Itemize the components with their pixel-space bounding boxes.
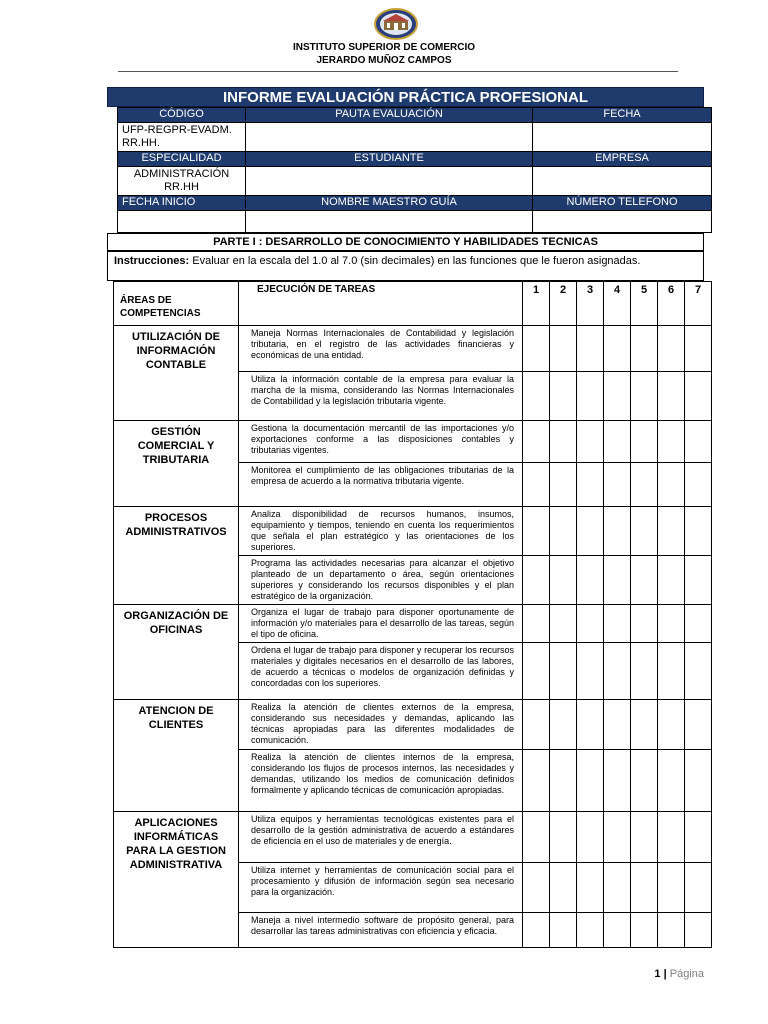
score-cell[interactable]: [685, 556, 712, 605]
empresa-field[interactable]: [533, 167, 712, 196]
score-cell[interactable]: [577, 507, 604, 556]
score-cell[interactable]: [550, 700, 577, 750]
scale-3-header: 3: [577, 282, 604, 326]
maestro-guia-field[interactable]: [246, 211, 533, 233]
evaluation-table: [113, 281, 712, 948]
score-cell[interactable]: [631, 463, 658, 507]
fecha-field[interactable]: [533, 123, 712, 152]
score-cell[interactable]: [658, 812, 685, 863]
task-item: Monitorea el cumplimiento de las obligaciones tributarias de la empresa de acuerdo a la normativa tributaria vigente.: [239, 463, 523, 507]
score-cell[interactable]: [577, 913, 604, 948]
score-cell[interactable]: [577, 812, 604, 863]
instructions-text: Evaluar en la escala del 1.0 al 7.0 (sin decimales) en las funciones que le fueron asignadas.: [189, 255, 641, 267]
score-cell[interactable]: [631, 700, 658, 750]
header-divider: [118, 71, 678, 72]
scale-1-header: 1: [523, 282, 550, 326]
score-cell[interactable]: [523, 372, 550, 421]
score-cell[interactable]: [577, 556, 604, 605]
score-cell[interactable]: [550, 913, 577, 948]
score-cell[interactable]: [658, 913, 685, 948]
score-cell[interactable]: [604, 812, 631, 863]
score-cell[interactable]: [658, 326, 685, 372]
scale-2-header: 2: [550, 282, 577, 326]
score-cell[interactable]: [658, 556, 685, 605]
score-cell[interactable]: [550, 421, 577, 463]
fecha-inicio-field[interactable]: [118, 211, 246, 233]
score-cell[interactable]: [631, 605, 658, 643]
area-utilizacion-contable: UTILIZACIÓN DE INFORMACIÓN CONTABLE: [114, 326, 239, 421]
score-cell[interactable]: [523, 863, 550, 913]
task-item: Realiza la atención de clientes externos de la empresa, considerando sus necesidades y demandas, aplicando las técnicas apropiadas para las diferentes modalidades de comunicación.: [239, 700, 523, 750]
task-item: Analiza disponibilidad de recursos humanos, insumos, equipamiento y tiempos, teniendo en cuenta los requerimientos que señala el plan estratégico y las orientaciones de los superiores.: [239, 507, 523, 556]
scale-4-header: 4: [604, 282, 631, 326]
task-item: Maneja Normas Internacionales de Contabilidad y legislación tributaria, en el registro de las actividades financieras y económicas de una entidad.: [239, 326, 523, 372]
area-procesos-administrativos: PROCESOS ADMINISTRATIVOS: [114, 507, 239, 605]
page-separator: |: [663, 968, 667, 980]
score-cell[interactable]: [685, 750, 712, 812]
score-cell[interactable]: [604, 421, 631, 463]
score-cell[interactable]: [523, 812, 550, 863]
score-cell[interactable]: [577, 643, 604, 700]
estudiante-field[interactable]: [246, 167, 533, 196]
task-item: Gestiona la documentación mercantil de las importaciones y/o exportaciones conforme a las disposiciones contables y tributarias vigentes.: [239, 421, 523, 463]
score-cell[interactable]: [685, 463, 712, 507]
score-cell[interactable]: [658, 750, 685, 812]
score-cell[interactable]: [550, 556, 577, 605]
telefono-header: NÚMERO TELEFONO: [533, 196, 712, 211]
score-cell[interactable]: [658, 463, 685, 507]
score-cell[interactable]: [685, 913, 712, 948]
score-cell[interactable]: [523, 643, 550, 700]
part1-title: PARTE I : DESARROLLO DE CONOCIMIENTO Y HABILIDADES TECNICAS: [107, 233, 704, 251]
task-item: Utiliza internet y herramientas de comunicación social para el procesamiento y difusión de información según sea necesario para la organización.: [239, 863, 523, 913]
score-cell[interactable]: [658, 605, 685, 643]
score-cell[interactable]: [604, 750, 631, 812]
score-cell[interactable]: [631, 643, 658, 700]
area-organizacion-oficinas: ORGANIZACIÓN DE OFICINAS: [114, 605, 239, 700]
score-cell[interactable]: [685, 605, 712, 643]
score-cell[interactable]: [658, 643, 685, 700]
score-cell[interactable]: [604, 643, 631, 700]
score-cell[interactable]: [658, 372, 685, 421]
task-item: Utiliza la información contable de la empresa para evaluar la marcha de la misma, considerando las Normas Internacionales de Contabilidad y la legislación tributaria vigente.: [239, 372, 523, 421]
score-cell[interactable]: [631, 913, 658, 948]
codigo-header: CÓDIGO: [118, 108, 246, 123]
score-cell[interactable]: [577, 700, 604, 750]
task-item: Maneja a nivel intermedio software de propósito general, para desarrollar las tareas administrativas con eficiencia y eficacia.: [239, 913, 523, 948]
score-cell[interactable]: [685, 372, 712, 421]
tasks-header: EJECUCIÓN DE TAREAS: [239, 282, 523, 326]
task-item: Utiliza equipos y herramientas tecnológicas existentes para el desarrollo de la gestión administrativa de acuerdo a estándares de eficiencia en el uso de materiales y de energía.: [239, 812, 523, 863]
score-cell[interactable]: [685, 643, 712, 700]
score-cell[interactable]: [523, 913, 550, 948]
score-cell[interactable]: [550, 863, 577, 913]
score-cell[interactable]: [550, 750, 577, 812]
score-cell[interactable]: [631, 556, 658, 605]
scale-7-header: 7: [685, 282, 712, 326]
score-cell[interactable]: [658, 421, 685, 463]
score-cell[interactable]: [604, 507, 631, 556]
score-cell[interactable]: [631, 326, 658, 372]
score-cell[interactable]: [550, 372, 577, 421]
areas-header: ÁREAS DE COMPETENCIAS: [114, 282, 239, 326]
area-gestion-comercial: GESTIÓN COMERCIAL Y TRIBUTARIA: [114, 421, 239, 507]
area-aplicaciones-informaticas: APLICACIONES INFORMÁTICAS PARA LA GESTION ADMINISTRATIVA: [114, 812, 239, 948]
score-cell[interactable]: [577, 863, 604, 913]
fecha-header: FECHA: [533, 108, 712, 123]
score-cell[interactable]: [523, 326, 550, 372]
score-cell[interactable]: [550, 326, 577, 372]
score-cell[interactable]: [550, 463, 577, 507]
score-cell[interactable]: [577, 372, 604, 421]
maestro-guia-header: NOMBRE MAESTRO GUÍA: [246, 196, 533, 211]
task-item: Realiza la atención de clientes internos de la empresa, considerando los flujos de procesos internos, las necesidades y demandas, utilizando los medios de comunicación definidos formalmente y aplicando técnicas de comunicación apropiadas.: [239, 750, 523, 812]
score-cell[interactable]: [631, 863, 658, 913]
score-cell[interactable]: [685, 507, 712, 556]
page-number: 1: [654, 968, 661, 980]
pauta-header: PAUTA EVALUACIÓN: [246, 108, 533, 123]
score-cell[interactable]: [523, 605, 550, 643]
score-cell[interactable]: [604, 605, 631, 643]
institution-name: INSTITUTO SUPERIOR DE COMERCIO: [292, 42, 476, 53]
score-cell[interactable]: [685, 700, 712, 750]
fecha-inicio-header: FECHA INICIO: [118, 196, 246, 211]
score-cell[interactable]: [577, 326, 604, 372]
codigo-value: UFP-REGPR-EVADM. RR.HH.: [118, 123, 246, 152]
score-cell[interactable]: [577, 463, 604, 507]
task-item: Programa las actividades necesarias para alcanzar el objetivo planteado de un departamento o área, según orientaciones superiores y considerando los recursos disponibles y el plan estratégico de la organización.: [239, 556, 523, 605]
score-cell[interactable]: [523, 463, 550, 507]
score-cell[interactable]: [550, 643, 577, 700]
score-cell[interactable]: [604, 463, 631, 507]
instructions-label: Instrucciones:: [114, 255, 190, 267]
score-cell[interactable]: [523, 507, 550, 556]
score-cell[interactable]: [631, 750, 658, 812]
score-cell[interactable]: [685, 863, 712, 913]
score-cell[interactable]: [631, 421, 658, 463]
telefono-field[interactable]: [533, 211, 712, 233]
empresa-header: EMPRESA: [533, 152, 712, 167]
score-cell[interactable]: [631, 507, 658, 556]
score-cell[interactable]: [550, 812, 577, 863]
score-cell[interactable]: [550, 507, 577, 556]
score-cell[interactable]: [523, 750, 550, 812]
especialidad-value: ADMINISTRACIÓN RR.HH: [118, 167, 246, 196]
score-cell[interactable]: [631, 812, 658, 863]
report-title: INFORME EVALUACIÓN PRÁCTICA PROFESIONAL: [107, 87, 704, 107]
info-table: [117, 107, 712, 233]
especialidad-header: ESPECIALIDAD: [118, 152, 246, 167]
task-item: Organiza el lugar de trabajo para disponer oportunamente de información y/o materiales para el desarrollo de las tareas, según el tipo de oficina.: [239, 605, 523, 643]
score-cell[interactable]: [604, 700, 631, 750]
instructions: [107, 251, 704, 281]
page-label: Página: [669, 968, 704, 980]
score-cell[interactable]: [523, 421, 550, 463]
score-cell[interactable]: [685, 421, 712, 463]
pauta-field[interactable]: [246, 123, 533, 152]
score-cell[interactable]: [577, 421, 604, 463]
score-cell[interactable]: [604, 863, 631, 913]
score-cell[interactable]: [658, 863, 685, 913]
score-cell[interactable]: [604, 326, 631, 372]
estudiante-header: ESTUDIANTE: [246, 152, 533, 167]
score-cell[interactable]: [550, 605, 577, 643]
institution-logo: [374, 8, 418, 40]
page-footer: [600, 968, 704, 980]
score-cell[interactable]: [604, 556, 631, 605]
score-cell[interactable]: [523, 700, 550, 750]
score-cell[interactable]: [604, 372, 631, 421]
score-cell[interactable]: [658, 700, 685, 750]
score-cell[interactable]: [577, 750, 604, 812]
score-cell[interactable]: [577, 605, 604, 643]
scale-5-header: 5: [631, 282, 658, 326]
score-cell[interactable]: [685, 326, 712, 372]
task-item: Ordena el lugar de trabajo para disponer y recuperar los recursos materiales y digitales necesarios en el desarrollo de las labores, de acuerdo a técnicas o modelos de organización definidas y concordadas con los superiores.: [239, 643, 523, 700]
score-cell[interactable]: [604, 913, 631, 948]
institution-subname: JERARDO MUÑOZ CAMPOS: [316, 55, 452, 66]
score-cell[interactable]: [658, 507, 685, 556]
score-cell[interactable]: [685, 812, 712, 863]
scale-6-header: 6: [658, 282, 685, 326]
score-cell[interactable]: [523, 556, 550, 605]
area-atencion-clientes: ATENCION DE CLIENTES: [114, 700, 239, 812]
score-cell[interactable]: [631, 372, 658, 421]
